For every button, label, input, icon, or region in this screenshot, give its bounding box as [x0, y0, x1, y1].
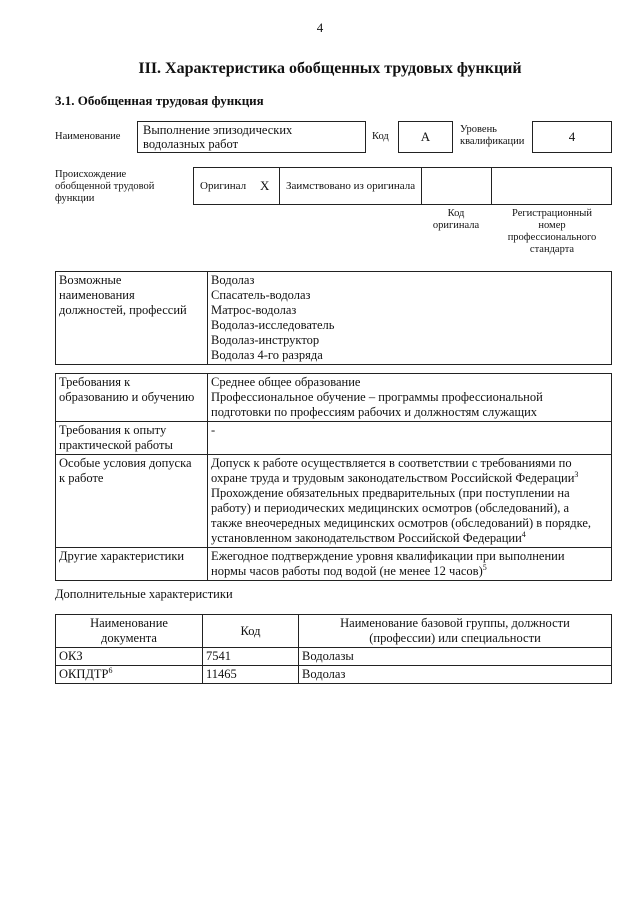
positions-label-line3: должностей, профессий [59, 303, 187, 317]
cond-line1: Допуск к работе осуществляется в соответствии с требованиями по [211, 456, 572, 470]
kod-original-line1: Код [447, 208, 465, 219]
kod-original-label [420, 208, 492, 232]
footnote-ref: 5 [482, 562, 487, 572]
cond-value [208, 455, 612, 548]
page-number: 4 [316, 20, 324, 35]
edu-label [56, 374, 208, 422]
cond-line6: установленном законодательством Российской Федерации [211, 531, 522, 545]
col3-line2: (профессии) или специальности [369, 631, 541, 645]
col3-line1: Наименование базовой группы, должности [340, 616, 570, 630]
doc-name: ОКПДТР [59, 667, 109, 681]
positions-label-line1: Возможные [59, 273, 122, 287]
reg-number-label [498, 208, 606, 256]
list-item: Водолаз [211, 273, 255, 287]
col-header-name [299, 615, 612, 648]
cond-line2: охране труда и трудовым законодательством Российской Федерации [211, 471, 575, 485]
cond-line2-wrap [211, 471, 608, 486]
cond-line4: работу) и периодических медицинских осмотров (обследований), а [211, 501, 570, 515]
edu-line3: подготовки по профессиям рабочих и должностям служащих [211, 405, 538, 419]
other-line2-wrap [211, 564, 608, 579]
exp-label-line1: Требования к опыту [59, 423, 167, 437]
requirements-table [55, 373, 612, 581]
naim-value-box [137, 121, 366, 153]
additional-title: Дополнительные характеристики [55, 587, 233, 601]
naim-value-line2: водолазных работ [143, 137, 239, 151]
divider [421, 168, 422, 204]
divider [279, 168, 280, 204]
cond-label-line2: к работе [59, 471, 104, 485]
list-item: Водолаз-исследователь [211, 318, 335, 332]
table-row [56, 548, 612, 581]
reg-line2: номер [538, 220, 566, 231]
list-item: Водолаз-инструктор [211, 333, 320, 347]
reg-line4: стандарта [529, 244, 575, 255]
row-doc [56, 648, 203, 666]
uroven-label [460, 124, 524, 148]
origin-label-line2: обобщенной трудовой [55, 181, 155, 192]
edu-label-line2: образованию и обучению [59, 390, 195, 404]
table-header-row [56, 615, 612, 648]
row-code: 7541 [203, 648, 299, 666]
table-row [56, 666, 612, 684]
footnote-ref: 3 [574, 469, 579, 479]
kod-value: A [398, 121, 453, 153]
cond-line3: Прохождение обязательных предварительных (при поступлении на [211, 486, 570, 500]
doc-name: ОКЗ [59, 649, 83, 663]
borrowed-label: Заимствовано из оригинала [286, 180, 416, 192]
edu-label-line1: Требования к [59, 375, 131, 389]
table-row [56, 272, 612, 365]
uroven-label-line2: квалификации [460, 136, 525, 147]
cond-line5: также внеочередных медицинских осмотров (обследований) в порядке, [211, 516, 592, 530]
kod-label: Код [372, 131, 389, 142]
uroven-value: 4 [532, 121, 612, 153]
table-row [56, 455, 612, 548]
exp-label-line2: практической работы [59, 438, 173, 452]
positions-label [56, 272, 208, 365]
col1-line1: Наименование [90, 616, 168, 630]
list-item: Водолаз 4-го разряда [211, 348, 323, 362]
positions-table [55, 271, 612, 365]
footnote-ref: 4 [521, 529, 526, 539]
table-row [56, 374, 612, 422]
edu-line1: Среднее общее образование [211, 375, 361, 389]
col-header-code: Код [203, 615, 299, 648]
row-name: Водолазы [299, 648, 612, 666]
row-code: 11465 [203, 666, 299, 684]
uroven-label-line1: Уровень [460, 124, 497, 135]
original-label: Оригинал [200, 180, 247, 192]
origin-box [193, 167, 612, 205]
cond-label [56, 455, 208, 548]
subsection-title: 3.1. Обобщенная трудовая функция [55, 93, 264, 108]
edu-value [208, 374, 612, 422]
divider [491, 168, 492, 204]
list-item: Спасатель-водолаз [211, 288, 311, 302]
table-row [56, 648, 612, 666]
footnote-ref: 6 [108, 665, 113, 675]
section-title: III. Характеристика обобщенных трудовых функций [138, 60, 522, 77]
positions-list [208, 272, 612, 365]
reg-line1: Регистрационный [512, 208, 592, 219]
positions-label-line2: наименования [59, 288, 135, 302]
origin-label-line1: Происхождение [55, 169, 127, 180]
original-mark: X [260, 178, 270, 193]
origin-label-line3: функции [55, 193, 95, 204]
other-label: Другие характеристики [56, 548, 208, 581]
kod-original-line2: оригинала [432, 220, 480, 231]
edu-line2: Профессиональное обучение – программы профессиональной [211, 390, 543, 404]
naim-label: Наименование [55, 131, 121, 142]
list-item: Матрос-водолаз [211, 303, 297, 317]
reg-line3: профессионального [507, 232, 597, 243]
origin-label [55, 169, 154, 205]
other-line1: Ежегодное подтверждение уровня квалификации при выполнении [211, 549, 565, 563]
row-name: Водолаз [299, 666, 612, 684]
additional-table [55, 614, 612, 684]
other-line2: нормы часов работы под водой (не менее 12 часов) [211, 564, 483, 578]
naim-value-line1: Выполнение эпизодических [143, 123, 293, 137]
exp-value: - [208, 422, 612, 455]
col-header-doc [56, 615, 203, 648]
exp-label [56, 422, 208, 455]
cond-label-line1: Особые условия допуска [59, 456, 192, 470]
row-doc [56, 666, 203, 684]
other-value [208, 548, 612, 581]
cond-line6-wrap [211, 531, 608, 546]
table-row [56, 422, 612, 455]
col1-line2: документа [101, 631, 157, 645]
